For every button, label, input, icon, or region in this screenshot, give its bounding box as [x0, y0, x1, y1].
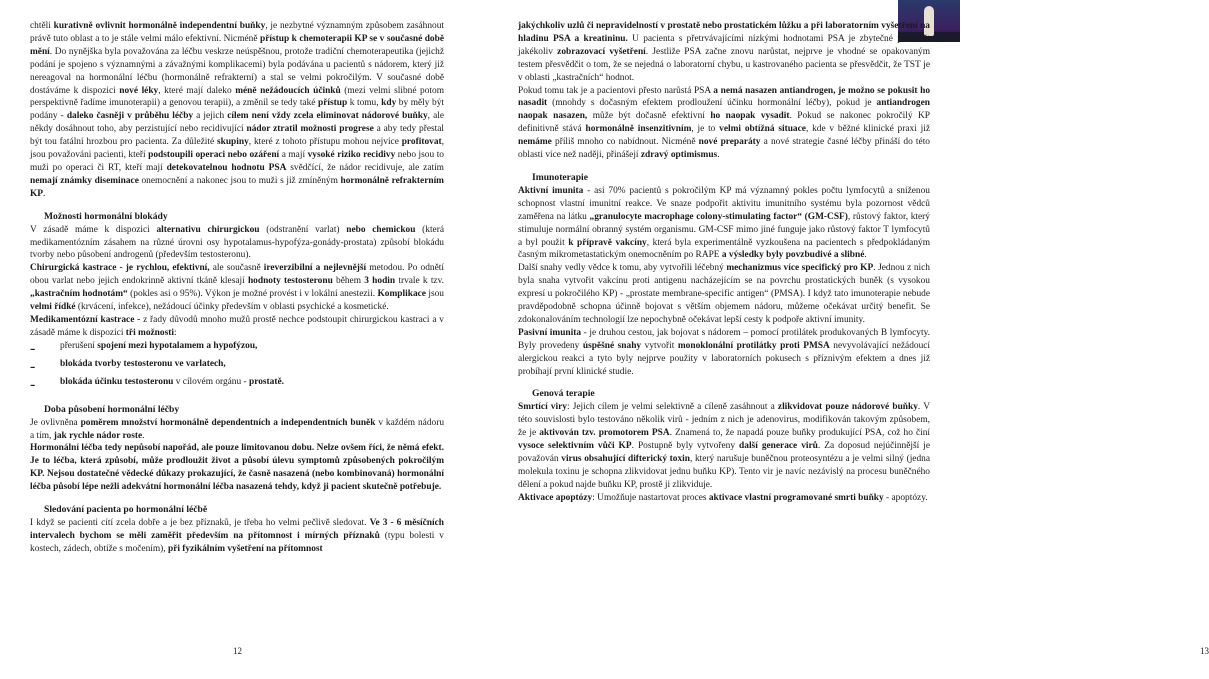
bold-text: vysoké riziko recidivy [307, 150, 396, 161]
text-run: . [864, 250, 867, 261]
list-item: - přerušení spojení mezi hypotalamem a hypofýzou, [30, 339, 258, 357]
bold-text: podstoupili operaci nebo ozáření [148, 150, 280, 161]
bold-text: další generace virů [739, 441, 818, 452]
section-heading: Doba působení hormonální léčby [44, 403, 180, 415]
text-run: : Umožňuje nastartovat proces [592, 492, 709, 503]
paragraph [30, 262, 444, 314]
text-run: . Za doposud nejúčinnější je považován [518, 441, 930, 464]
text-run: a aby tedy přestal být tou fatální hrozbou pro pacienta. Za důležité [30, 124, 444, 148]
bold-text: nové preparáty [698, 137, 761, 148]
text-run: (odstranění varlat) [259, 224, 347, 235]
bold-text: hodnoty testosteronu [247, 276, 333, 287]
bold-text: a výsledky byly povzbudivé a slibné [721, 250, 865, 261]
bold-text: k přípravě vakcíny [568, 237, 647, 248]
bold-text: „granulocyte macrophage colony-stimulating factor“ (GM-CSF) [589, 211, 848, 222]
paragraph [30, 417, 444, 443]
text-run: k tomu, [347, 98, 382, 109]
text-run: , které z tohoto přístupu mohou nejvíce [248, 137, 402, 148]
text-run: : Jejich cílem je velmi selektivně a cíleně zasáhnout a [566, 402, 778, 413]
section-heading: Možnosti hormonální blokády [44, 210, 168, 222]
paragraph [518, 85, 930, 162]
text-run: ale současně [209, 263, 264, 274]
left-column [30, 20, 444, 556]
text-run: přerušení [60, 340, 98, 351]
bold-text: aktivace vlastní programované smrti buňky [708, 492, 884, 503]
text-run: I když se pacienti cítí zcela dobře a je bez příznaků, je třeba ho velmi pečlivě sledovat. [30, 518, 370, 528]
text-run: chtěli [30, 21, 54, 31]
bold-text: Pasivní imunita [518, 327, 582, 338]
text-run: příliš mnoho co nabídnout. Nicméně [551, 137, 699, 148]
text-run: trvale k tzv. [395, 276, 445, 287]
text-run: , které mají daleko [158, 85, 236, 96]
bold-text: Hormonální léčba tedy nepůsobí napořád, ale pouze limitovanou dobu. Nelze ovšem říci, že němá efekt. Je to léčba, která způsobí, může prodloužit život a působí úlevu symptomů způsobených pokročilým KP. Nejsou dostatečné vědecké důkazy prokazující, že časně nasazená (nebo kombinovaná) hormonální léčba působí lépe nežli adekvátní hormonální léčba nasazená tehdy, když ji pacient skutečně potřebuje. [30, 443, 444, 493]
text-run: (mezi velmi slibné potom perspektivně řadíme imunoterapii) a genovou terapii), a změnil se tedy také [30, 85, 444, 109]
bold-text: Aktivace apoptózy [518, 492, 593, 503]
bold-text: skupiny [216, 137, 249, 148]
section-heading: Imunoterapie [532, 171, 588, 183]
text-run: a nové strategie časné léčby přináší do této oblasti více než naději, přinášejí [518, 137, 930, 161]
bold-text: aktivován tzv. promotorem PSA [539, 428, 670, 439]
text-run: během [332, 276, 365, 287]
text-run: , která byla experimentálně vyzkoušena na pacientech s předpokládaným časným mikrometastatickým onemocněním po RAPE [518, 237, 931, 261]
bold-text: vysoce selektivním vůči KP [518, 441, 632, 452]
section-heading: Genová terapie [532, 388, 595, 400]
bold-text: hormonálně insenzitivním [585, 124, 692, 135]
text-run: . Znamená to, že napadá pouze buňky produkující PSA, což ho činí [669, 428, 930, 439]
bold-text: jakýchkoliv uzlů či nepravidelností v prostatě nebo prostatickém lůžku a při laboratorním vyšetření na hladinu PSA a kreatininu. [518, 21, 930, 44]
bold-text: nebo chemickou [346, 224, 416, 235]
bold-text: velmi obtížná situace [719, 124, 806, 135]
text-run: - asi 70% pacientů s pokročilým KP má významný pokles počtu lymfocytů a sníženou schopnost vlastní imunitní reakce. Ve snaze podpořit aktivitu imunitního systému byla pozornost vědců zaměřena na látku [518, 185, 930, 222]
text-run: může být dočasně efektivní [587, 111, 711, 122]
paragraph [30, 224, 444, 263]
section-heading: Sledování pacienta po hormonální léčbě [44, 504, 208, 516]
text-run: , kde v běžné klinické praxi již [805, 124, 930, 135]
paragraph [518, 185, 930, 262]
bold-text: nemáme [518, 137, 552, 148]
text-run: vytvořit [641, 340, 678, 351]
text-run: (mnohdy s dočasným efektem prodloužení účinku hormonální léčby), pokud je [547, 98, 877, 109]
text-run: . V této souvislosti bylo testováno několik virů - jedním z nich je adenovirus, modifikován takovým způsobem, že je [518, 402, 930, 439]
paragraph [518, 492, 930, 505]
text-run: . [142, 430, 145, 441]
bold-text: hormonálně refrakterním KP [30, 175, 444, 199]
bold-text: jak rychle nádor roste [53, 430, 143, 441]
bold-text: méně nežádoucích účinků [235, 85, 341, 96]
text-run: a jejich [193, 111, 228, 122]
paragraph [30, 442, 444, 494]
text-run: (která medikamentózním zásahem na různé úrovni osy hypotalamus-hypofýza-gonády-prostata) způsobí blokádu tvorby nebo působení androgenů (především testosteronu). [30, 224, 445, 261]
bold-text: profitovat [401, 137, 442, 148]
text-run: v cílovém orgánu - [173, 376, 249, 387]
text-run: metodou. Po odnětí obou varlat nebo jejich endokrinně aktivní tkáně klesají [30, 263, 444, 287]
list-item: - blokáda tvorby testosteronu ve varlatech, [30, 357, 226, 375]
text-run: . Pokud se nakonec pokročilý KP definitivně stává [518, 111, 930, 135]
paragraph [518, 20, 930, 85]
text-run: Je ovlivněna [30, 417, 81, 428]
bold-text: „kastračním hodnotám“ [30, 289, 128, 300]
text-run: onemocnění a nakonec jsou to muži s již zmíněným [138, 175, 341, 186]
bold-text: daleko časněji v průběhu léčby [66, 111, 194, 122]
text-run: svědčící, že nádor recidivuje, ale zatím [286, 162, 444, 173]
bold-text: 3 hodin [364, 276, 396, 287]
bold-text: blokáda tvorby testosteronu ve varlatech, [60, 358, 226, 369]
text-run: a mají [279, 150, 308, 161]
text-run: (typu bolesti v kostech, zádech, obtíže s močením), [30, 530, 444, 554]
page-number: 13 [1200, 646, 1209, 656]
bold-text: mechanizmus více specifický pro KP [726, 263, 874, 274]
bold-text: ireverzibilní a nejlevnější [263, 263, 367, 274]
bold-text: nádor ztratil možnosti progrese [246, 124, 374, 135]
text-run: Pokud tomu tak je a pacientovi přesto narůstá PSA [518, 85, 714, 96]
bold-text: kurativně ovlivnit hormonálně independentní buňky [53, 21, 266, 31]
paragraph [30, 20, 444, 201]
text-run: . [43, 188, 46, 199]
text-run: (pokles asi o 95%). Výkon je možné provést i v lokální anestezii. [127, 289, 378, 300]
paragraph [30, 314, 444, 340]
text-run: V zásadě máme k dispozici [30, 224, 157, 235]
paragraph [30, 517, 444, 556]
text-run: , růstový faktor, který stimuluje normální obranný systém organismu. GM-CSF mimo jiné funguje jako růstový faktor T lymfocytů a byl použit [518, 211, 930, 248]
bold-text: přístup k chemoterapii KP se v současné době mění [30, 33, 444, 57]
text-run: . Postupně byly vytvořeny [631, 441, 740, 452]
bold-text: Smrtící viry [518, 402, 567, 413]
bold-text: tři možnosti [125, 327, 174, 338]
text-run: jsou [425, 289, 444, 300]
page-number: 12 [233, 646, 242, 656]
text-run: - je druhou cestou, jak bojovat s nádorem – pomocí protilátek produkovaných B lymfocyty. Byly provedeny [518, 327, 930, 351]
paragraph [518, 262, 930, 327]
paragraph [518, 401, 930, 491]
text-run: U pacienta s přetrvávajícími nízkými hodnotami PSA je zbytečné provádět jakékoliv [518, 33, 930, 57]
bold-text: cílem není vždy zcela eliminovat nádorové buňky [227, 111, 428, 122]
text-run: - apoptózy. [883, 492, 928, 503]
bold-text: Chirurgická kastrace - je rychlou, efektivní, [30, 263, 210, 274]
bold-text: kdy [381, 98, 397, 109]
list-item: - blokáda účinku testosteronu v cílovém orgánu - prostatě. [30, 375, 284, 393]
bold-text: přístup [318, 98, 348, 109]
bold-text: nové léky [119, 85, 159, 96]
text-run: . Jednou z nich byla snaha vytvořit vakcínu proti antigenu nacházejícím se na povrchu prostatických buněk (s vysokou expresí u pokročilého KP) - „prostate membrane-specific antigen“ (PMSA). I když tato imunoterapie nebude pravděpodobně schopna účinně bojovat s větším objemem nádoru, můžeme očekávat určitý benefit. Se zdokonalováním technologií lze nepochybně očekávat lepší cesty k podpoře aktivní imunity. [518, 263, 930, 325]
bold-text: ho naopak vysadit [710, 111, 790, 122]
bold-text: velmi řídké [30, 302, 76, 313]
bold-text: virus obsahující difterický toxin [561, 454, 690, 464]
text-run: , ale někdy dosáhnout toho, aby perzistující nebo recidivující [30, 111, 444, 135]
text-run: (krvácení, infekce), nežádoucí účinky především v oblasti psychické a kosmetické. [75, 302, 389, 313]
text-run: z řady důvodů mnoho mužů prostě nechce podstoupit chirurgickou kastraci a v zásadě máme k dispozici [30, 314, 444, 338]
text-run: Další snahy vedly vědce k tomu, aby vytvořili léčebný [518, 263, 727, 274]
text-run: : [173, 327, 177, 338]
right-column [518, 20, 930, 505]
bold-text: zobrazovací vyšetření [557, 46, 646, 57]
bold-text: Komplikace [377, 289, 426, 300]
paragraph [518, 327, 930, 379]
text-run: , je to [691, 124, 720, 135]
text-run: v každém nádoru a tím, [30, 417, 445, 441]
bold-text: při fyzikálním vyšetření na přítomnost [167, 543, 323, 554]
text-run: , je nezbytné významným způsobem zasáhnout právě tuto oblast a to je stále velmi málo efektivní. Nicméně [30, 21, 445, 44]
text-run: nebo jsou to muži po operaci či RT, kteří mají [30, 150, 444, 173]
bold-text: nemají známky diseminace [30, 175, 139, 186]
right-page [480, 0, 1209, 679]
bold-text: zlikvidovat pouze nádorové buňky [777, 402, 918, 413]
bold-text: spojení mezi hypotalamem a hypofýzou, [97, 340, 258, 351]
bold-text: prostatě. [249, 376, 284, 387]
bold-text: blokáda účinku testosteronu [60, 376, 174, 387]
bold-text: poměrem množství hormonálně dependentních a independentních buněk [80, 417, 376, 428]
text-run: . Jestliže PSA začne znovu narůstat, nejprve je vhodné se opakovaným testem přesvědčit o tom, že se nejedná o laboratorní chybu, u kastrovaného pacienta se přesvědčit, že TST je v oblasti „kastračních“ hodnot. [518, 46, 931, 83]
bold-text: Aktivní imunita [518, 185, 584, 196]
bold-text: alternativu chirurgickou [156, 224, 260, 235]
left-page [0, 0, 480, 679]
bold-text: detekovatelnou hodnotu PSA [166, 162, 287, 173]
bold-text: úspěšné snahy [582, 340, 642, 351]
bold-text: Ve 3 - 6 měsíčních intervalech bychom se měli zaměřit především na přítomnost i mírných příznaků [30, 518, 444, 541]
text-run: , jsou považováni pacienti, kteří [30, 137, 444, 161]
text-run: , který narušuje buněčnou proteosyntézu a je velmi silný (jedna molekula toxinu je schopna zlikvidovat jednu buňku KP). Tento vir je navíc nezávislý na procesu buněčného dělení a pokud najde buňku KP, prostě ji zlikviduje. [518, 454, 930, 490]
text-run: . Do nynějška byla považována za léčbu veskrze neúspěšnou, protože tradiční chemoterapeutika (jejichž podání je spojeno s významnými a závažnými komplikacemi) byla podávána u pacientů s nádorem, který již nereagoval na hormonální léčbu (hormonálně refrakterní) a stal se velmi pokročilým. V současné době dostáváme k dispozici [30, 46, 444, 96]
bold-text: antiandrogen naopak nasazen, [518, 98, 930, 122]
bold-text: zdravý optimismus [640, 150, 718, 161]
bold-text: a nemá nasazen antiandrogen, je možno se pokusit ho nasadit [518, 85, 931, 109]
bold-text: Medikamentózní kastrace - [30, 314, 141, 325]
text-run: nevyvolávající nežádoucí alergickou reakci a tyto byly nejprve použity v laboratorních pokusech s příznivým efektem a dnes již probíhají první klinické studie. [518, 340, 931, 377]
text-run: . [717, 150, 720, 161]
text-run: by měly být podány - [30, 98, 444, 122]
bold-text: monoklonální protilátky proti PMSA [677, 340, 830, 351]
